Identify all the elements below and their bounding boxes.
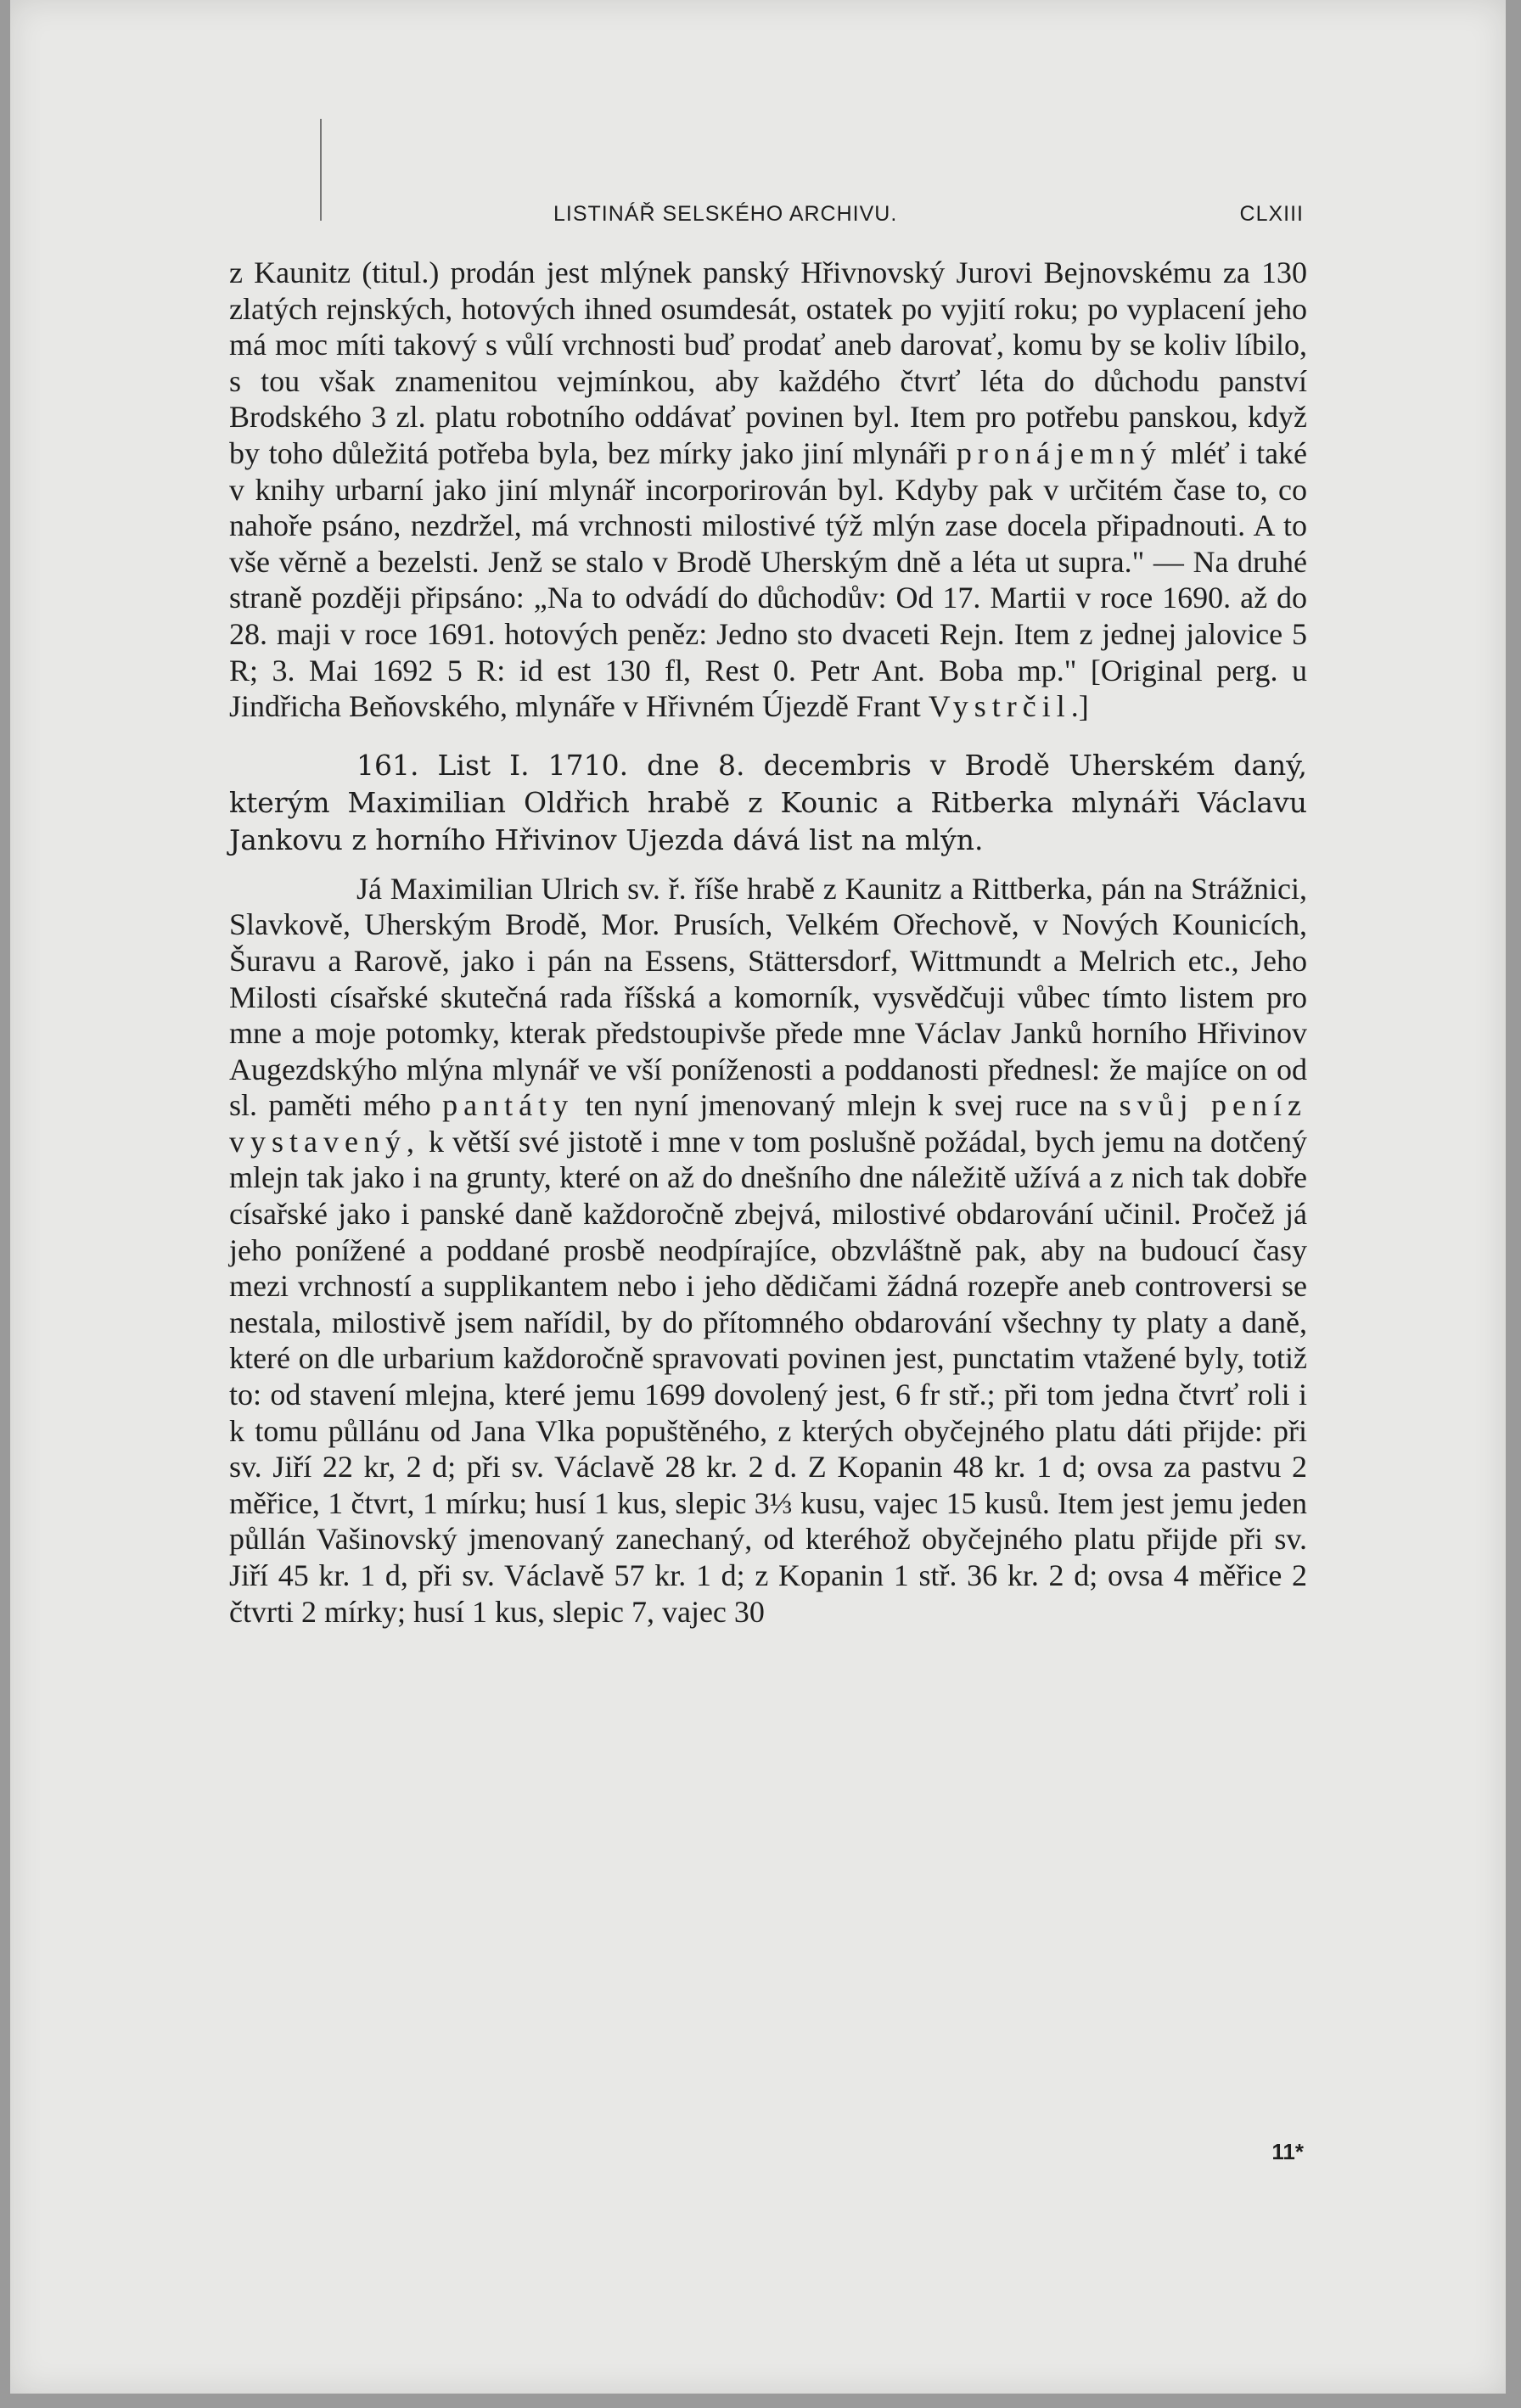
page-number: CLXIII: [1239, 202, 1304, 226]
header-title: LISTINÁŘ SELSKÉHO ARCHIVU.: [553, 202, 898, 226]
continuation-text-2: mléť i také v knihy urbarní jako jiní mlynář incorporirován byl. Kdyby pak v určitém čase to, co nahoře psáno, nezdržel, má vrchnosti milostivé týž mlýn zase docela připadnouti. A to vše věrně a bezelsti. Jenž se stalo v Brodě Uherským dně a léta ut supra." — Na druhé straně později připsáno: „Na to odvádí do důchodův: Od 17. Martii v roce 1690. až do 28. maji v roce 1691. hotových peněz: Jedno sto dvaceti Rejn. Item z jednej jalovice 5 R; 3. Mai 1692 5 R: id est 130 fl, Rest 0. Petr Ant. Boba mp." [Original perg. u Jindřicha Beňovského, mlynáře v Hřivném Újezdě Frant: [229, 435, 1308, 724]
document-text-1: Já Maximilian Ulrich sv. ř. říše hrabě z Kaunitz a Rittberka, pán na Strážnici, Slavkově, Uherským Brodě, Mor. Prusích, Velkém Ořechově, v Nových Kounicích, Šuravu a Rarově, jako i pán na Essens, Stättersdorf, Wittmundt a Melrich etc., Jeho Milosti císařské skutečná rada říšská a komorník, vysvědčuji vůbec tímto listem pro mne a moje potomky, kterak předstoupivše přede mne Václav Janků horního Hřivinov Augezdskýho mlýna mlynář ve vší poníženosti a poddanosti přednesl: že majíce on od sl. paměti mého: [229, 871, 1307, 1123]
spaced-emphasis-1: pronájemný: [956, 435, 1162, 470]
document-text-3: k větší své jistotě i mne v tom poslušně požádal, bych jemu na dotčený mlejn tak jako i na grunty, které on až do dnešního dne náležitě užívá a z nich tak dobře císařské jako i panské daně každoročně zbejvá, milostivé obdarování učinil. Pročež já jeho ponížené a poddané prosbě neodpírajíce, obzvláštně pak, aby na budoucí časy mezi vrchností a supplikantem nebo i jeho dědičami žádná rozepře aneb controversi se nestala, milostivě jsem nařídil, by do přítomného obdarování všechny ty platy a daně, které on dle urbarium každoročně spravovati povinen jest, punctatim vtažené byly, totiž to: od stavení mlejna, které jemu 1699 dovolený jest, 6 fr stř.; při tom jedna čtvrť roli i k tomu půllánu od Jana Vlka popuštěného, z kterých obyčejného platu dáti přijde: při sv. Jiří 22 kr, 2 d; při sv. Václavě 28 kr. 2 d. Z Kopanin 48 kr. 1 d; ovsa za pastvu 2 měřice, 1 čtvrt, 1 mírku; husí 1 kus, slepic 3⅓ kusu, vajec 15 kusů. Item jest jemu jeden půllán Vašinovský jmenovaný zanechaný, od kteréhož obyčejného platu přijde při sv. Jiří 45 kr. 1 d, při sv. Václavě 57 kr. 1 d; z Kopanin 1 stř. 36 kr. 2 d; ovsa 4 měřice 2 čtvrti 2 mírky; husí 1 kus, slepic 7, vajec 30: [229, 1124, 1307, 1629]
continuation-text-3: .]: [1070, 689, 1089, 724]
document-text-2: ten nyní jmenovaný mlejn k svej ruce na: [585, 1088, 1108, 1123]
spaced-emphasis-3: svůj peníz vystavený,: [229, 1088, 1307, 1159]
author-name: Vystrčil: [928, 689, 1071, 724]
scanned-page: [10, 0, 1506, 2394]
spaced-emphasis-2: pantáty: [442, 1088, 575, 1123]
document-paragraph: [229, 871, 1307, 1630]
continuation-text-1: z Kaunitz (titul.) prodán jest mlýnek panský Hřivnovský Jurovi Bejnovskému za 130 zlatých rejnských, hotových ihned osumdesát, ostatek po vyjití roku; po vyplacení jeho má moc míti takový s vůlí vrchnosti buď prodať aneb darovať, komu by se koliv líbilo, s tou však znamenitou vejmínkou, aby každého čtvrť léta do důchodu panství Brodského 3 zl. platu robotního oddávať povinen byl. Item pro potřebu panskou, když by toho důležitá potřeba byla, bez mírky jako jiní mlynáři: [229, 255, 1307, 470]
page-body: [229, 255, 1307, 1630]
running-header: [10, 202, 1506, 236]
signature-mark: 11*: [1271, 2139, 1304, 2164]
document-heading: 161. List I. 1710. dne 8. decembris v Brodě Uherském daný, kterým Maximilian Oldřich hrabě z Kounic a Ritberka mlynáři Václavu Jankovu z horního Hřivinov Ujezda dává list na mlýn.: [229, 748, 1307, 856]
continuation-paragraph: [229, 255, 1307, 725]
